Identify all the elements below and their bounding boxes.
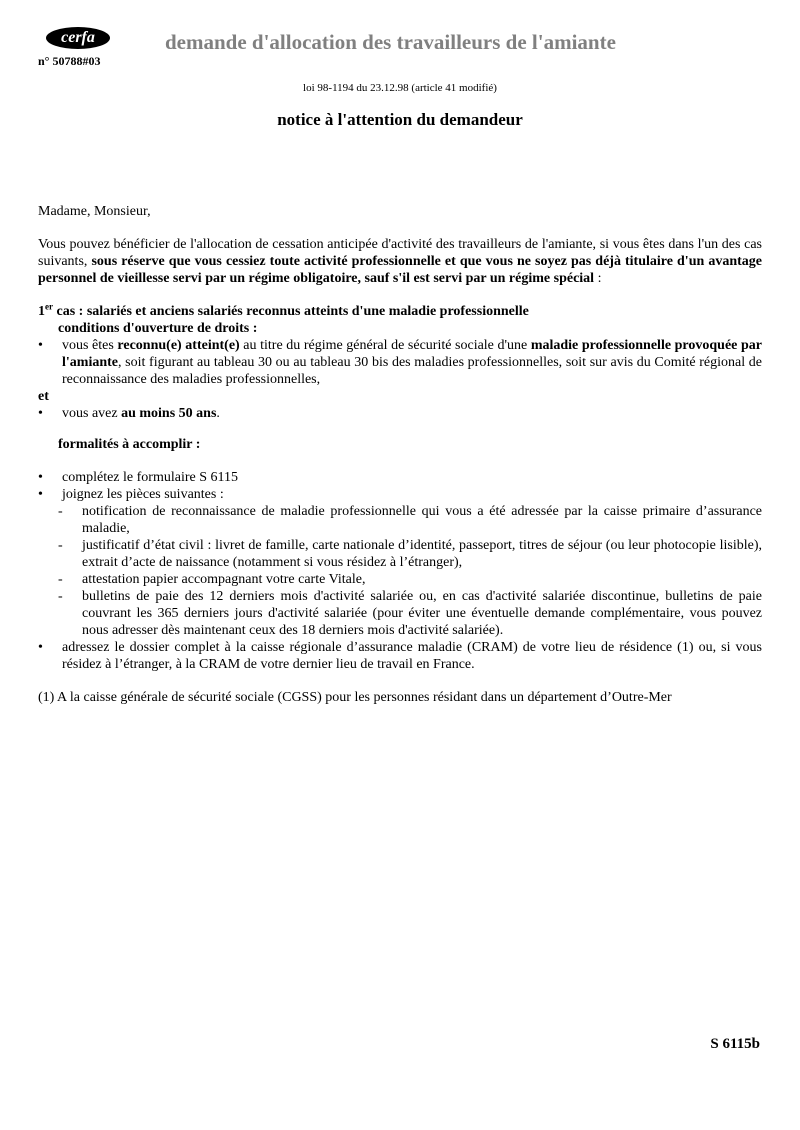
cerfa-logo: cerfa [46, 27, 110, 49]
formality-text: complétez le formulaire S 6115 [62, 470, 238, 485]
document-item [38, 503, 762, 537]
form-number: n° 50788#03 [38, 54, 101, 68]
condition-bold: maladie professionnelle provoquée par l'amiante [62, 338, 762, 370]
case-title-text: cas : salariés et anciens salariés reconnus atteints d'une maladie professionnelle [53, 304, 529, 319]
dash-marker: - [58, 589, 63, 604]
intro-text: Vous pouvez bénéficier de l'allocation de cessation anticipée d'activité des travailleurs de l'amiante, si vous êtes dans l'un des cas suivants, [38, 237, 762, 269]
page-title: demande d'allocation des travailleurs de l'amiante [165, 30, 616, 54]
list-item [38, 405, 762, 422]
condition-text [62, 405, 762, 422]
document-text: bulletins de paie des 12 derniers mois d'activité salariée ou, en cas d'activité salariée discontinue, bulletins de paie couvrant les 365 derniers jours d'activité salariée (pour éviter une éventuelle demande complémentaire, vous pouvez nous adresser dès maintenant ceux des 18 derniers mois d'activité salariée). [82, 589, 762, 638]
document-text: justificatif d’état civil : livret de famille, carte nationale d’identité, passeport, titres de séjour (ou leur photocopie lisible), extrait d’acte de naissance (notamment si vous résidez à l’étranger), [82, 538, 762, 570]
document-text: attestation papier accompagnant votre carte Vitale, [82, 572, 366, 587]
condition-part: vous avez [62, 406, 122, 421]
document-item [38, 588, 762, 639]
list-item [38, 486, 762, 503]
bullet-marker: • [38, 338, 43, 353]
bullet-marker: • [38, 640, 43, 655]
intro-condition: sous réserve que vous cessiez toute activité professionnelle et que vous ne soyez pas déjà titulaire d'un avantage personnel de vieillesse servi par un régime obligatoire, sauf s'il est servi par un régime spécial [38, 254, 763, 286]
notice-body [38, 203, 762, 706]
formality-text: joignez les pièces suivantes : [62, 487, 224, 502]
formalities-heading: formalités à accomplir : [58, 437, 201, 452]
case-number-superscript: er [45, 301, 53, 312]
condition-part: vous êtes [62, 338, 118, 353]
conditions-heading: conditions d'ouverture de droits : [58, 321, 258, 336]
document-text: notification de reconnaissance de maladie professionnelle qui vous a été adressée par la caisse primaire d’assurance maladie, [82, 504, 762, 536]
salutation: Madame, Monsieur, [38, 204, 151, 219]
law-reference: loi 98-1194 du 23.12.98 (article 41 modifié) [303, 82, 497, 94]
condition-text [62, 337, 762, 388]
bullet-marker: • [38, 487, 43, 502]
condition-part: , soit figurant au tableau 30 ou au tableau 30 bis des maladies professionnelles, soit sur avis du Comité régional de reconnaissance des maladies professionnelles, [62, 355, 762, 387]
document-item [38, 571, 762, 588]
list-item [38, 639, 762, 673]
condition-bold: reconnu(e) atteint(e) [117, 338, 240, 353]
dash-marker: - [58, 504, 63, 519]
case-number: 1 [38, 304, 45, 319]
intro-paragraph [38, 236, 762, 287]
condition-part: . [216, 406, 220, 421]
list-item [38, 469, 762, 486]
case-1-title [38, 303, 762, 320]
condition-bold: au moins 50 ans [121, 406, 217, 421]
dash-marker: - [58, 572, 63, 587]
notice-title: notice à l'attention du demandeur [277, 110, 523, 129]
form-code: S 6115b [710, 1036, 760, 1052]
footnote: (1) A la caisse générale de sécurité sociale (CGSS) pour les personnes résidant dans un département d’Outre-Mer [38, 690, 672, 705]
bullet-marker: • [38, 406, 43, 421]
dash-marker: - [58, 538, 63, 553]
condition-part: au titre du régime général de sécurité sociale d'une [239, 338, 531, 353]
conjunction: et [38, 389, 49, 404]
list-item [38, 337, 762, 388]
document-item [38, 537, 762, 571]
formality-text: adressez le dossier complet à la caisse régionale d’assurance maladie (CRAM) de votre lieu de résidence (1) ou, si vous résidez à l’étranger, à la CRAM de votre dernier lieu de travail en France. [62, 640, 762, 672]
bullet-marker: • [38, 470, 43, 485]
intro-colon: : [594, 271, 602, 286]
